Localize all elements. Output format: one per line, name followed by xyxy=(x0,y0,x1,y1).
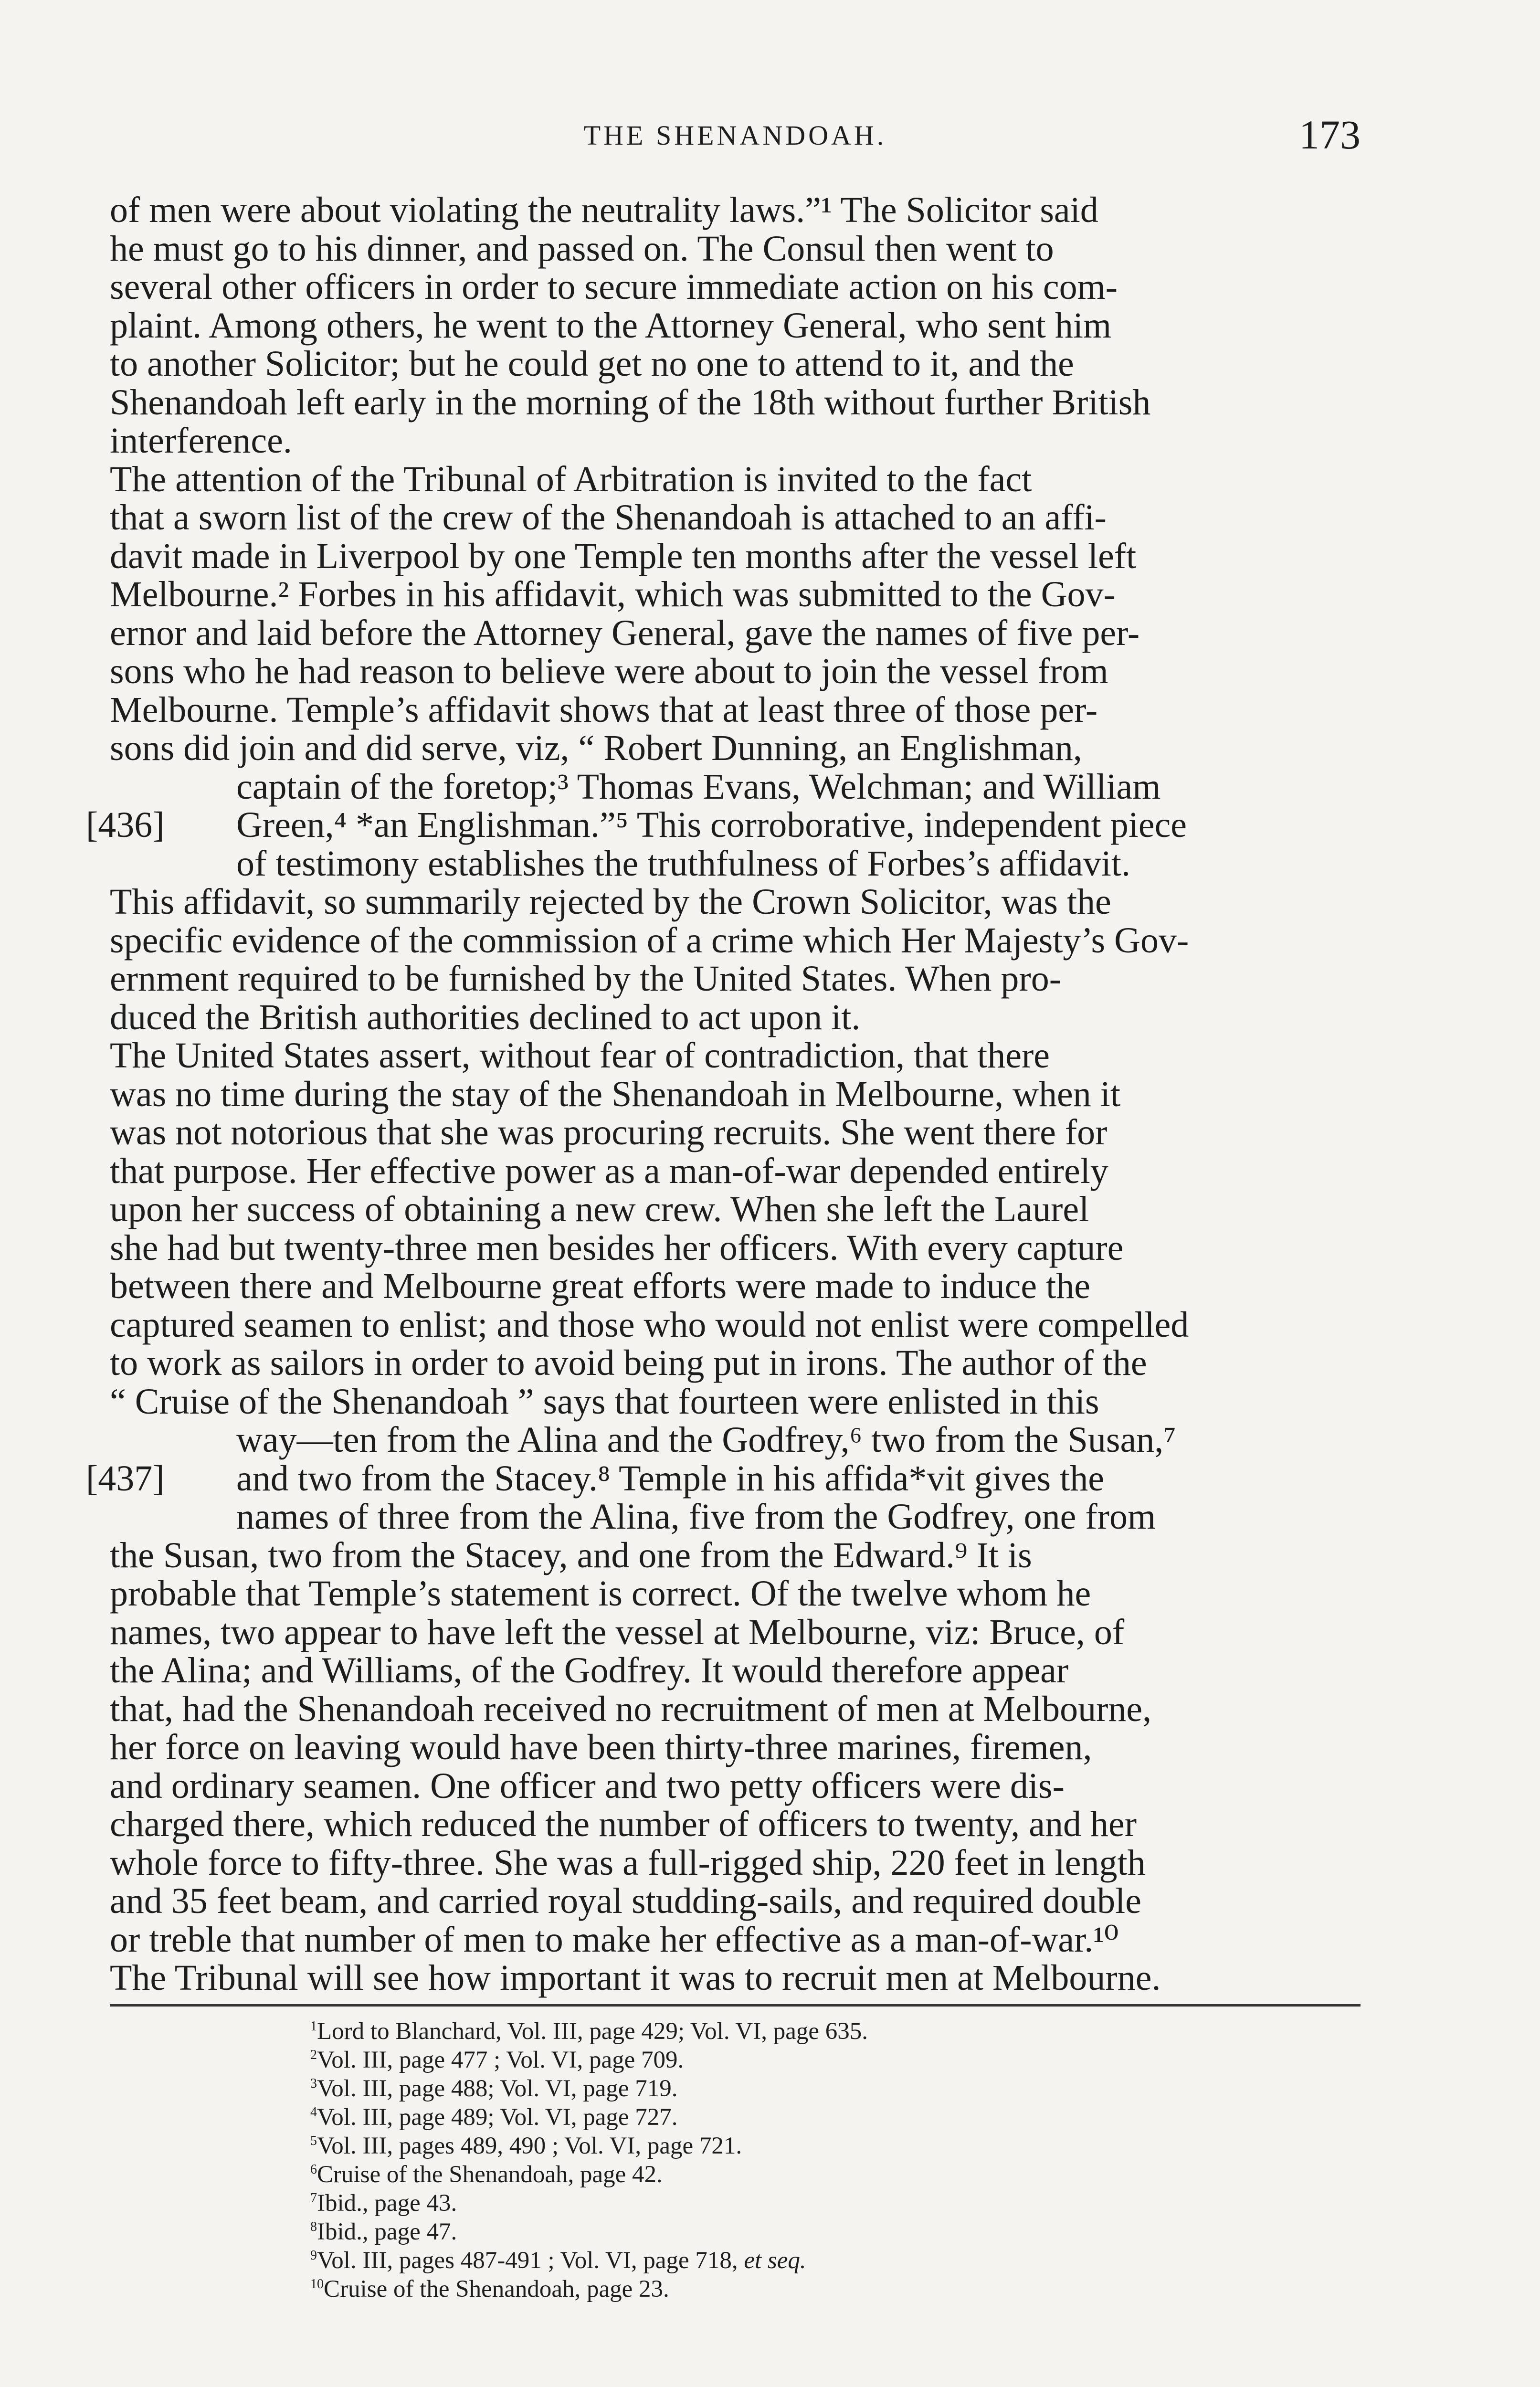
text-line: “ Cruise of the Shenandoah ” says that fourteen were enlisted in this xyxy=(110,1381,1099,1422)
footnote-number: 9 xyxy=(310,2248,317,2263)
footnote xyxy=(310,2074,1265,2103)
text-line: Shenandoah left early in the morning of the 18th without further British xyxy=(110,382,1151,422)
text-line: Green,⁴ *an Englishman.”⁵ This corroborative, independent piece xyxy=(236,805,1187,845)
footnote-text: Cruise of the Shenandoah, page 23. xyxy=(324,2276,669,2303)
text-line: that, had the Shenandoah received no recruitment of men at Melbourne, xyxy=(110,1689,1152,1729)
footnote-text: Vol. III, pages 487-491 ; Vol. VI, page 718, xyxy=(317,2247,738,2274)
text-line: he must go to his dinner, and passed on. The Consul then went to xyxy=(110,228,1054,269)
text-line: Melbourne.² Forbes in his affidavit, which was submitted to the Gov- xyxy=(110,574,1116,614)
text-line: names, two appear to have left the vessel at Melbourne, viz: Bruce, of xyxy=(110,1612,1125,1652)
marginal-page-marker: [436] xyxy=(86,805,165,845)
text-line: captured seamen to enlist; and those who would not enlist were compelled xyxy=(110,1304,1189,1345)
text-line: and ordinary seamen. One officer and two petty officers were dis- xyxy=(110,1765,1065,1806)
text-line: was no time during the stay of the Shenandoah in Melbourne, when it xyxy=(110,1074,1121,1114)
text-line: the Susan, two from the Stacey, and one from the Edward.⁹ It is xyxy=(110,1535,1032,1575)
text-line: probable that Temple’s statement is correct. Of the twelve whom he xyxy=(110,1574,1091,1614)
text-line: sons did join and did serve, viz, “ Robert Dunning, an Englishman, xyxy=(110,728,1082,768)
marginal-page-marker: [437] xyxy=(86,1458,165,1499)
text-line: her force on leaving would have been thirty-three marines, firemen, xyxy=(110,1727,1092,1767)
marginal-page-marker-line xyxy=(86,1458,1361,1499)
text-line: and two from the Stacey.⁸ Temple in his affida*vit gives the xyxy=(236,1458,1105,1499)
footnote xyxy=(310,2275,1265,2303)
text-line: interference. xyxy=(110,421,292,461)
paragraph xyxy=(86,459,1361,1037)
running-head-title: THE SHENANDOAH. xyxy=(583,120,887,151)
footnote xyxy=(310,2046,1265,2074)
footnote-number: 7 xyxy=(310,2191,317,2206)
text-line: to another Solicitor; but he could get no one to attend to it, and the xyxy=(110,344,1074,384)
footnote-text: Vol. III, pages 489, 490 ; Vol. VI, page 721. xyxy=(317,2133,742,2159)
footnote-number: 1 xyxy=(310,2019,317,2034)
text-line: The United States assert, without fear of contradiction, that there xyxy=(110,1035,1050,1076)
marginal-page-marker-line xyxy=(86,805,1361,845)
text-line: to work as sailors in order to avoid being put in irons. The author of the xyxy=(110,1343,1147,1383)
paragraph xyxy=(86,1035,1361,1998)
footnote-text: Lord to Blanchard, Vol. III, page 429; Vol. VI, page 635. xyxy=(317,2018,868,2045)
footnote-number: 4 xyxy=(310,2105,317,2120)
text-line: way—ten from the Alina and the Godfrey,⁶ two from the Susan,⁷ xyxy=(236,1420,1176,1460)
text-line: sons who he had reason to believe were about to join the vessel from xyxy=(110,651,1108,691)
text-line: ernment required to be furnished by the United States. When pro- xyxy=(110,959,1062,999)
footnote xyxy=(310,2189,1265,2218)
text-line: davit made in Liverpool by one Temple ten months after the vessel left xyxy=(110,536,1137,576)
text-line: that a sworn list of the crew of the Shenandoah is attached to an affi- xyxy=(110,497,1107,538)
footnote-number: 6 xyxy=(310,2162,317,2177)
text-line: duced the British authorities declined to act upon it. xyxy=(110,997,861,1037)
footnote-number: 8 xyxy=(310,2219,317,2234)
footnote xyxy=(310,2218,1265,2246)
footnote xyxy=(310,2246,1265,2275)
text-line: or treble that number of men to make her effective as a man-of-war.¹⁰ xyxy=(110,1919,1119,1960)
footnote-number: 2 xyxy=(310,2048,317,2062)
footnote-text: Ibid., page 43. xyxy=(317,2190,457,2217)
footnote-divider xyxy=(110,2004,1361,2007)
text-line: The attention of the Tribunal of Arbitration is invited to the fact xyxy=(110,459,1032,499)
footnote xyxy=(310,2132,1265,2160)
text-line: This affidavit, so summarily rejected by the Crown Solicitor, was the xyxy=(110,882,1111,922)
body-text xyxy=(86,190,1361,1998)
text-line: plaint. Among others, he went to the Attorney General, who sent him xyxy=(110,305,1112,346)
book-page xyxy=(86,0,1361,2387)
text-line: whole force to fifty-three. She was a full-rigged ship, 220 feet in length xyxy=(110,1842,1146,1883)
text-line: she had but twenty-three men besides her officers. With every capture xyxy=(110,1227,1124,1268)
text-line: several other officers in order to secure immediate action on his com- xyxy=(110,267,1118,307)
footnote-italic: et seq. xyxy=(744,2247,806,2274)
text-line: and 35 feet beam, and carried royal studding-sails, and required double xyxy=(110,1881,1142,1921)
text-line: captain of the foretop;³ Thomas Evans, Welchman; and William xyxy=(236,766,1161,807)
running-head xyxy=(110,112,1361,172)
text-line: names of three from the Alina, five from the Godfrey, one from xyxy=(236,1497,1156,1537)
paragraph xyxy=(110,191,1361,460)
page-number: 173 xyxy=(1299,112,1361,158)
text-line: the Alina; and Williams, of the Godfrey. It would therefore appear xyxy=(110,1650,1069,1690)
text-line: of testimony establishes the truthfulness of Forbes’s affidavit. xyxy=(236,843,1130,884)
text-line: between there and Melbourne great efforts were made to induce the xyxy=(110,1266,1090,1306)
footnote-number: 10 xyxy=(310,2277,324,2292)
footnote xyxy=(310,2160,1265,2189)
footnote-number: 5 xyxy=(310,2134,317,2148)
text-line: charged there, which reduced the number of officers to twenty, and her xyxy=(110,1804,1137,1844)
footnote xyxy=(310,2103,1265,2132)
text-line: ernor and laid before the Attorney General, gave the names of five per- xyxy=(110,613,1140,653)
footnotes xyxy=(310,2017,1265,2303)
footnote-text: Vol. III, page 488; Vol. VI, page 719. xyxy=(317,2075,678,2102)
text-line: Melbourne. Temple’s affidavit shows that at least three of those per- xyxy=(110,689,1098,730)
text-line: that purpose. Her effective power as a man-of-war depended entirely xyxy=(110,1151,1108,1191)
footnote-number: 3 xyxy=(310,2076,317,2091)
text-line: of men were about violating the neutrality laws.”¹ The Solicitor said xyxy=(110,190,1098,230)
footnote-text: Ibid., page 47. xyxy=(317,2218,457,2245)
text-line: specific evidence of the commission of a crime which Her Majesty’s Gov- xyxy=(110,920,1189,961)
footnote xyxy=(310,2017,1265,2046)
footnote-text: Vol. III, page 477 ; Vol. VI, page 709. xyxy=(317,2047,684,2073)
text-line: upon her success of obtaining a new crew. When she left the Laurel xyxy=(110,1189,1089,1229)
text-line: The Tribunal will see how important it was to recruit men at Melbourne. xyxy=(110,1958,1161,1998)
footnote-text: Cruise of the Shenandoah, page 42. xyxy=(317,2161,663,2188)
footnote-text: Vol. III, page 489; Vol. VI, page 727. xyxy=(317,2104,678,2131)
text-line: was not notorious that she was procuring recruits. She went there for xyxy=(110,1112,1108,1152)
